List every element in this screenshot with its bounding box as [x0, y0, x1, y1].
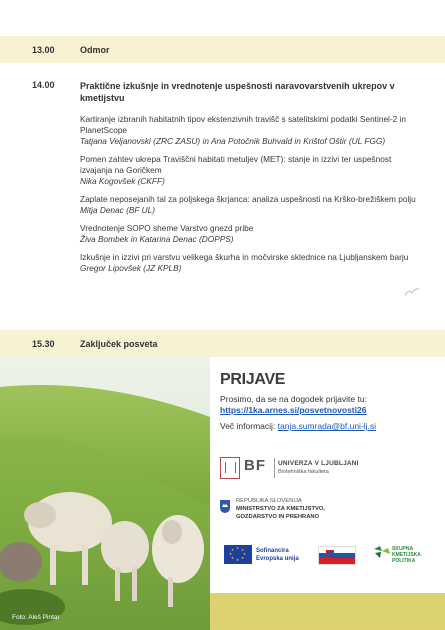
bf-faculty: Biotehniška fakulteta	[278, 469, 329, 475]
registration-text: Prosimo, da se na dogodek prijavite tu:	[220, 394, 367, 404]
skp-line-2: KMETIJSKA	[392, 552, 421, 558]
bf-divider	[274, 458, 275, 478]
talk-item	[80, 114, 425, 147]
more-info-label: Več informacij:	[220, 421, 276, 431]
ministry-logo	[220, 498, 420, 528]
talk-speakers: Nika Kogovšek (CKFF)	[80, 176, 165, 186]
more-info	[220, 421, 435, 431]
eu-flag-icon: ★ ★ ★ ★ ★ ★ ★ ★	[224, 545, 252, 564]
talk-title: Kartiranje izbranih habitatnih tipov ekstenzivnih travišč s satelitskimi podatki Sentinel-2 in PlanetScope	[80, 114, 407, 135]
footer-bar	[210, 593, 445, 630]
talk-item	[80, 154, 425, 187]
footer-section	[0, 357, 445, 630]
sheep-photo	[0, 357, 210, 630]
slovenia-flag-icon	[318, 546, 356, 565]
eu-line-2: Evropska unija	[256, 556, 299, 562]
talk-speakers: Mitja Denac (BF UL)	[80, 205, 156, 215]
talk-title: Izkušnje in izzivi pri varstvu velikega škurha in močvirske sklednice na Ljubljanskem barju	[80, 252, 409, 262]
talk-speakers: Gregor Lipovšek (JZ KPLB)	[80, 263, 182, 273]
bf-emblem-icon	[220, 457, 240, 479]
ministry-line-2: MINISTRSTVO ZA KMETIJSTVO,	[236, 506, 325, 512]
registration-heading: PRIJAVE	[220, 371, 286, 388]
talk-title: Zaplate neposejanih tal za poljskega škrjanca: analiza uspešnosti na Krško-brežiškem polju	[80, 194, 416, 204]
session-title: Praktične izkušnje in vrednotenje uspešnosti naravovarstvenih ukrepov v kmetijstvu	[80, 81, 395, 103]
bf-logo	[220, 457, 370, 483]
ministry-line-3: GOZDARSTVO IN PREHRANO	[236, 514, 320, 520]
skp-line-3: POLITIKA	[392, 558, 416, 564]
bird-icon	[404, 287, 420, 300]
bf-mark-text: BF	[244, 457, 266, 474]
closing-time: 15.30	[32, 339, 55, 349]
closing-row	[0, 330, 445, 357]
registration-link[interactable]: https://1ka.arnes.si/posvetnovosti26	[220, 405, 367, 415]
photo-credit: Foto: Aleš Pintar	[12, 614, 60, 621]
registration-block	[220, 367, 435, 431]
talk-item	[80, 252, 425, 274]
funding-logos	[220, 543, 435, 573]
eu-funding-text	[256, 547, 299, 563]
talk-title: Pomen zahtev ukrepa Traviščni habitati metuljev (MET): stanje in izzivi ter uspešnost izvajanja na Goričkem	[80, 154, 392, 175]
bf-university: UNIVERZA V LJUBLJANI	[278, 460, 359, 467]
talk-item	[80, 223, 425, 245]
skp-text	[392, 546, 421, 564]
break-time: 13.00	[32, 45, 55, 55]
skp-logo-icon	[372, 545, 392, 559]
closing-title: Zaključek posveta	[80, 339, 158, 349]
talk-item	[80, 194, 425, 216]
talk-speakers: Živa Bombek in Katarina Denac (DOPPS)	[80, 234, 234, 244]
break-row	[0, 36, 445, 63]
eu-line-1: Sofinancira	[256, 548, 289, 554]
coat-of-arms-icon	[220, 500, 230, 513]
session-time: 14.00	[32, 80, 55, 90]
ministry-line-1: REPUBLIKA SLOVENIJA	[236, 498, 302, 504]
talk-speakers: Tatjana Veljanovski (ZRC ZASU) in Ana Potočnik Buhvald in Krištof Oštir (UL FGG)	[80, 136, 386, 146]
talk-title: Vrednotenje SOPO sheme Varstvo gnezd pribe	[80, 223, 254, 233]
talk-list	[80, 114, 425, 281]
contact-email-link[interactable]: tanja.sumrada@bf.uni-lj.si	[277, 421, 377, 431]
break-title: Odmor	[80, 45, 110, 55]
skp-line-1: SKUPNA	[392, 546, 414, 552]
